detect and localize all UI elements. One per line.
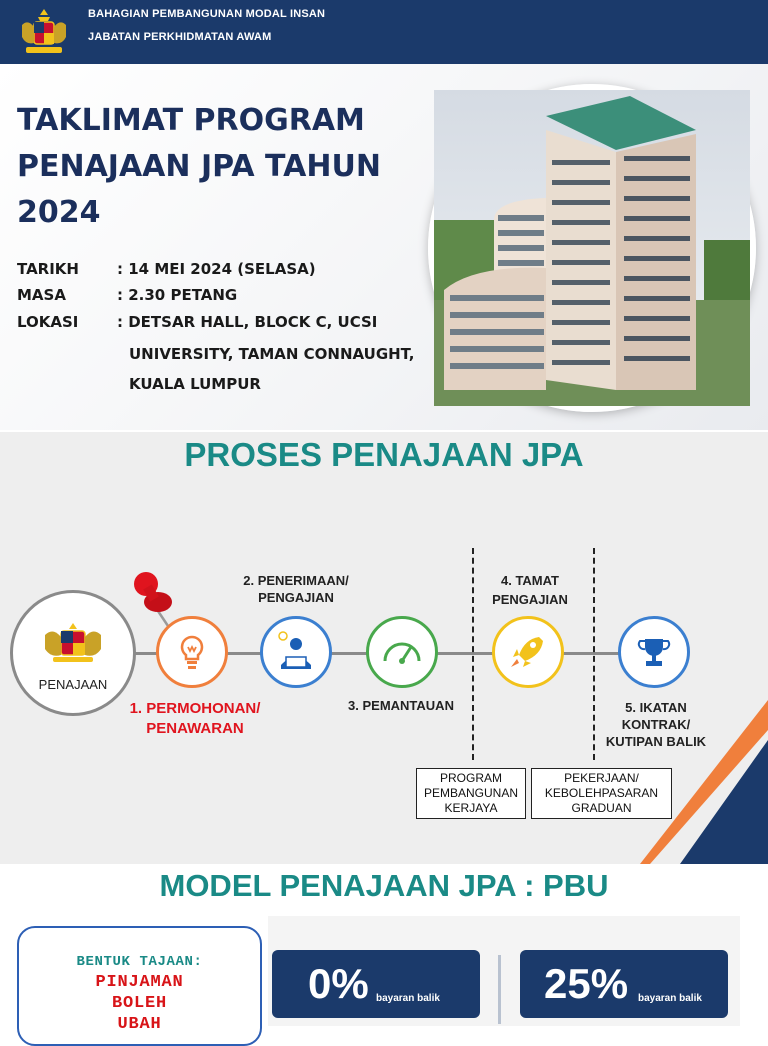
step1-node	[156, 616, 228, 688]
step2-label-line1: 2. PENERIMAAN/	[243, 573, 349, 588]
step2-node	[260, 616, 332, 688]
lokasi-value-line2: UNIVERSITY, TAMAN CONNAUGHT,	[129, 345, 415, 363]
masa-label: MASA	[17, 286, 66, 304]
step2-label-line2: PENGAJIAN	[258, 590, 334, 605]
cards-divider	[498, 955, 501, 1024]
step5-label-line3: KUTIPAN BALIK	[605, 734, 707, 749]
page-title: TAKLIMAT PROGRAM PENAJAAN JPA TAHUN 2024	[17, 103, 381, 230]
start-node-penajaan	[10, 590, 136, 716]
step5-node	[618, 616, 690, 688]
rocket-icon	[495, 619, 561, 685]
process-title: PROSES PENAJAAN JPA	[184, 436, 584, 473]
bentuk-tajaan-line1: PINJAMAN	[95, 973, 184, 992]
trophy-icon	[621, 619, 687, 685]
bentuk-tajaan-heading: BENTUK TAJAAN:	[76, 954, 203, 970]
building-illustration	[434, 90, 750, 406]
repayment-caption-0: bayaran balik	[376, 993, 440, 1004]
malaysia-coat-of-arms-icon	[12, 5, 76, 59]
box1-line3: KERJAYA	[444, 801, 498, 815]
tarikh-label: TARIKH	[17, 260, 79, 278]
step4-node	[492, 616, 564, 688]
step3-node	[366, 616, 438, 688]
step1-label-line1: 1. PERMOHONAN/	[129, 700, 261, 717]
repayment-card-25	[520, 950, 728, 1018]
org-name-line1: BAHAGIAN PEMBANGUNAN MODAL INSAN	[88, 8, 326, 20]
gauge-icon	[369, 619, 435, 685]
model-title: MODEL PENAJAAN JPA : PBU	[159, 868, 609, 903]
step4-label-line2: PENGAJIAN	[492, 592, 568, 607]
lokasi-value-line3: KUALA LUMPUR	[129, 375, 261, 393]
student-reading-icon	[263, 619, 329, 685]
lightbulb-icon	[159, 619, 225, 685]
repayment-value-25: 25%	[544, 960, 629, 1007]
tarikh-value: : 14 MEI 2024 (SELASA)	[117, 260, 316, 278]
repayment-card-0	[272, 950, 480, 1018]
bentuk-tajaan-line2: BOLEH	[111, 994, 167, 1013]
org-name-line2: JABATAN PERKHIDMATAN AWAM	[88, 31, 272, 43]
step3-label: 3. PEMANTAUAN	[348, 698, 454, 713]
start-label: PENAJAAN	[38, 677, 108, 692]
building-photo	[428, 84, 756, 412]
decorative-corner-stripes	[640, 700, 768, 864]
box2-line2: KEBOLEHPASARAN	[544, 786, 659, 800]
jata-negara-icon	[13, 593, 133, 713]
lokasi-value-line1: : DETSAR HALL, BLOCK C, UCSI	[117, 313, 378, 331]
program-pembangunan-kerjaya-box	[416, 768, 526, 819]
repayment-caption-25: bayaran balik	[638, 993, 702, 1004]
step1-label-line2: PENAWARAN	[146, 720, 244, 737]
box1-line2: PEMBANGUNAN	[423, 786, 518, 800]
step5-label-line2: KONTRAK/	[621, 717, 691, 732]
masa-value: : 2.30 PETANG	[117, 286, 238, 304]
step5-label-line1: 5. IKATAN	[625, 700, 687, 715]
bentuk-tajaan-line3: UBAH	[117, 1015, 162, 1034]
box2-line1: PEKERJAAN/	[564, 771, 639, 785]
lokasi-label: LOKASI	[17, 313, 79, 331]
repayment-value-0: 0%	[308, 960, 369, 1007]
box1-line1: PROGRAM	[439, 771, 502, 785]
box2-line3: GRADUAN	[571, 801, 632, 815]
step4-label-line1: 4. TAMAT	[500, 573, 559, 588]
